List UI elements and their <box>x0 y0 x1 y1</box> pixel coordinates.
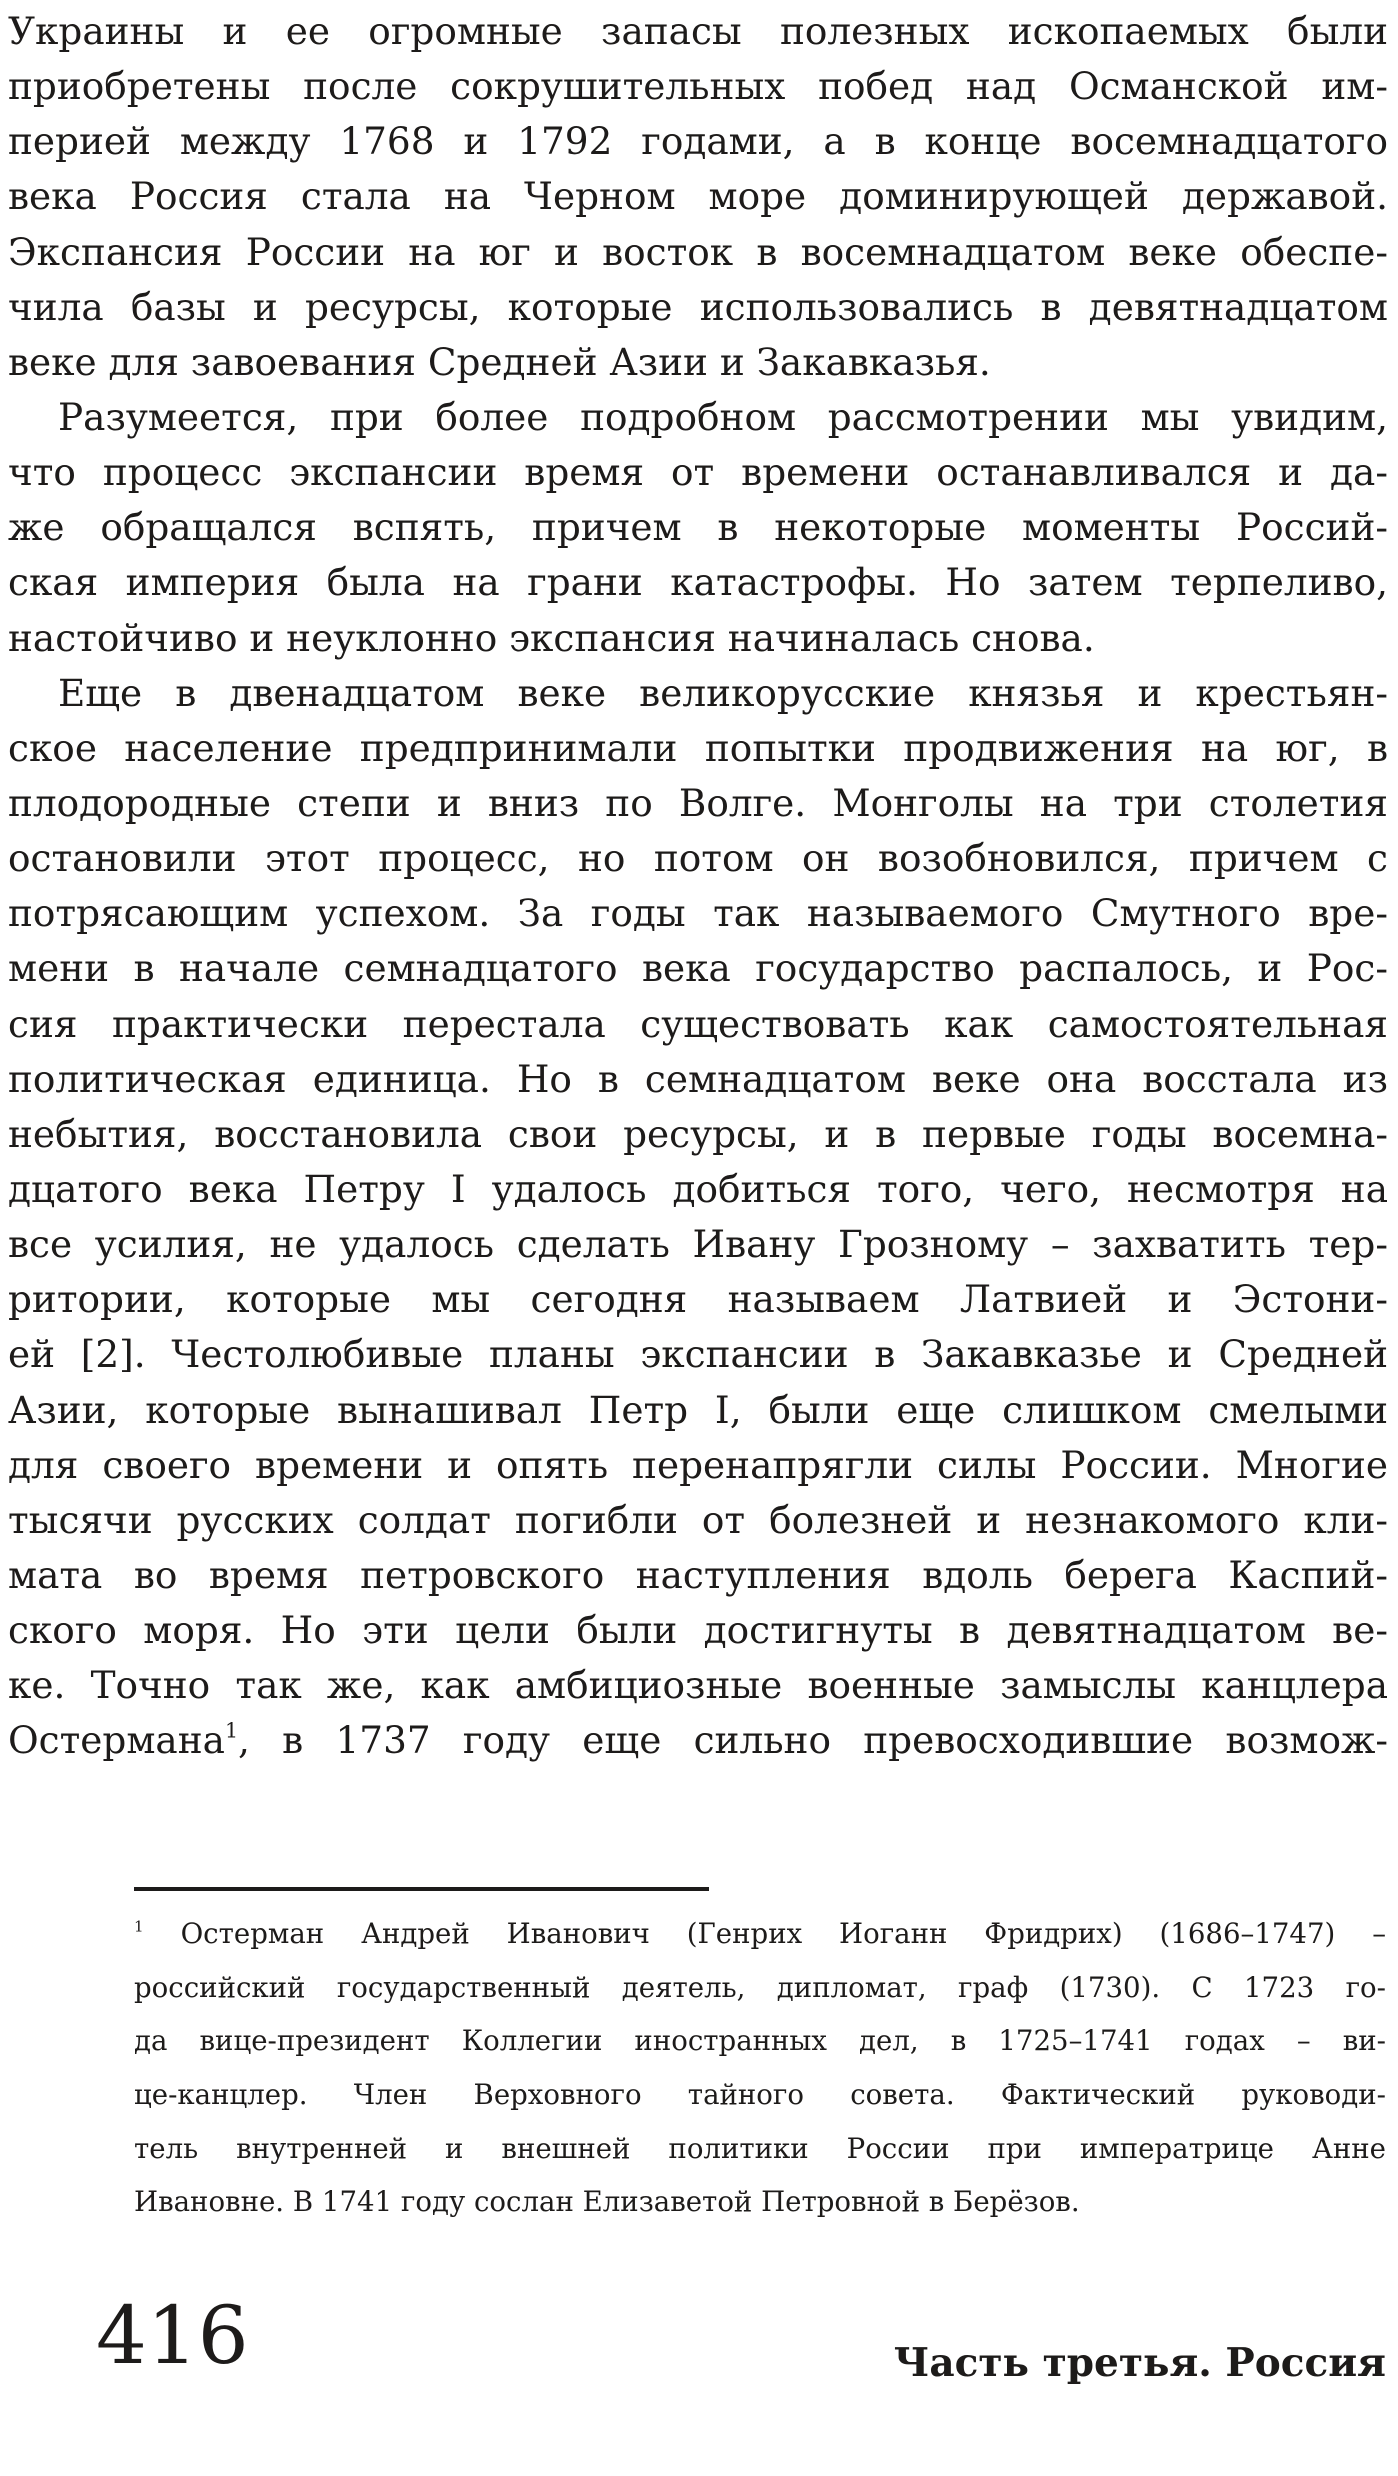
footnote-reference: 1 <box>224 1718 239 1743</box>
footnote-line <box>134 1907 1386 1961</box>
text-line: небытия, восстановила свои ресурсы, и в первые годы восемна- <box>8 1111 1388 1156</box>
footnote-divider <box>134 1887 709 1891</box>
footnote-line: российский государственный деятель, дипломат, граф (1730). С 1723 го- <box>134 1970 1386 2004</box>
footnote-line: Ивановне. В 1741 году сослан Елизаветой Петровной в Берёзов. <box>134 2185 1080 2219</box>
text-line: для своего времени и опять перенапрягли силы России. Многие <box>8 1442 1388 1487</box>
text-line: остановили этот процесс, но потом он возобновился, причем с <box>8 836 1388 881</box>
text-line: же обращался вспять, причем в некоторые моменты Россий- <box>8 505 1388 550</box>
footnote-line: це-канцлер. Член Верховного тайного совета. Фактический руководи- <box>134 2078 1386 2112</box>
text-line: ского моря. Но эти цели были достигнуты в девятнадцатом ве- <box>8 1608 1388 1653</box>
footnote-mark: 1 <box>134 1917 144 1936</box>
text-line: века Россия стала на Черном море доминирующей державой. <box>8 174 1388 219</box>
text-line: Разумеется, при более подробном рассмотрении мы увидим, <box>58 394 1388 439</box>
text-line: приобретены после сокрушительных побед над Османской им- <box>8 64 1388 109</box>
text-line: все усилия, не удалось сделать Ивану Грозному – захватить тер- <box>8 1222 1388 1267</box>
text-line: плодородные степи и вниз по Волге. Монголы на три столетия <box>8 780 1388 825</box>
text-line: перией между 1768 и 1792 годами, а в конце восемнадцатого <box>8 119 1388 164</box>
running-title: Часть третья. Россия <box>893 2340 1386 2386</box>
text-line-with-note <box>8 1713 1388 1768</box>
text-line: ское население предпринимали попытки продвижения на юг, в <box>8 725 1388 770</box>
footnote <box>134 1907 1386 2229</box>
page-number: 416 <box>96 2289 249 2382</box>
text-line: ритории, которые мы сегодня называем Латвией и Эстони- <box>8 1277 1388 1322</box>
text-line: Экспансия России на юг и восток в восемнадцатом веке обеспе- <box>8 229 1388 274</box>
footnote-line: да вице-президент Коллегии иностранных дел, в 1725–1741 годах – ви- <box>134 2024 1386 2058</box>
text-line: сия практически перестала существовать как самостоятельная <box>8 1001 1388 1046</box>
text-line: мата во время петровского наступления вдоль берега Каспий- <box>8 1552 1388 1597</box>
text-line: Украины и ее огромные запасы полезных ископаемых были <box>8 9 1388 53</box>
text-line: ская империя была на грани катастрофы. Но затем терпеливо, <box>8 560 1388 605</box>
text-line: Азии, которые вынашивал Петр I, были еще слишком смелыми <box>8 1387 1388 1432</box>
text-line: Еще в двенадцатом веке великорусские князья и крестьян- <box>58 670 1388 715</box>
text-line: ке. Точно так же, как амбициозные военные замыслы канцлера <box>8 1663 1388 1708</box>
text-line: политическая единица. Но в семнадцатом веке она восстала из <box>8 1056 1388 1101</box>
text-line: веке для завоевания Средней Азии и Закавказья. <box>8 339 991 384</box>
footnote-line: тель внутренней и внешней политики России при императрице Анне <box>134 2131 1386 2165</box>
text-line: чила базы и ресурсы, которые использовались в девятнадцатом <box>8 284 1388 329</box>
text-line: дцатого века Петру I удалось добиться того, чего, несмотря на <box>8 1166 1388 1211</box>
text-line: ей [2]. Честолюбивые планы экспансии в Закавказье и Средней <box>8 1332 1388 1377</box>
text-line: потрясающим успехом. За годы так называемого Смутного вре- <box>8 891 1388 936</box>
text-fragment: , в 1737 году еще сильно превосходившие возмож- <box>238 1718 1388 1763</box>
text-line: мени в начале семнадцатого века государство распалось, и Рос- <box>8 946 1388 991</box>
text-line: тысячи русских солдат погибли от болезней и незнакомого кли- <box>8 1497 1388 1542</box>
text-fragment: Остермана <box>8 1718 225 1763</box>
footnote-text: Остерман Андрей Иванович (Генрих Иоганн Фридрих) (1686–1747) – <box>180 1917 1386 1950</box>
main-text <box>8 4 1388 1769</box>
text-line: настойчиво и неуклонно экспансия начиналась снова. <box>8 615 1095 660</box>
text-line: что процесс экспансии время от времени останавливался и да- <box>8 450 1388 495</box>
